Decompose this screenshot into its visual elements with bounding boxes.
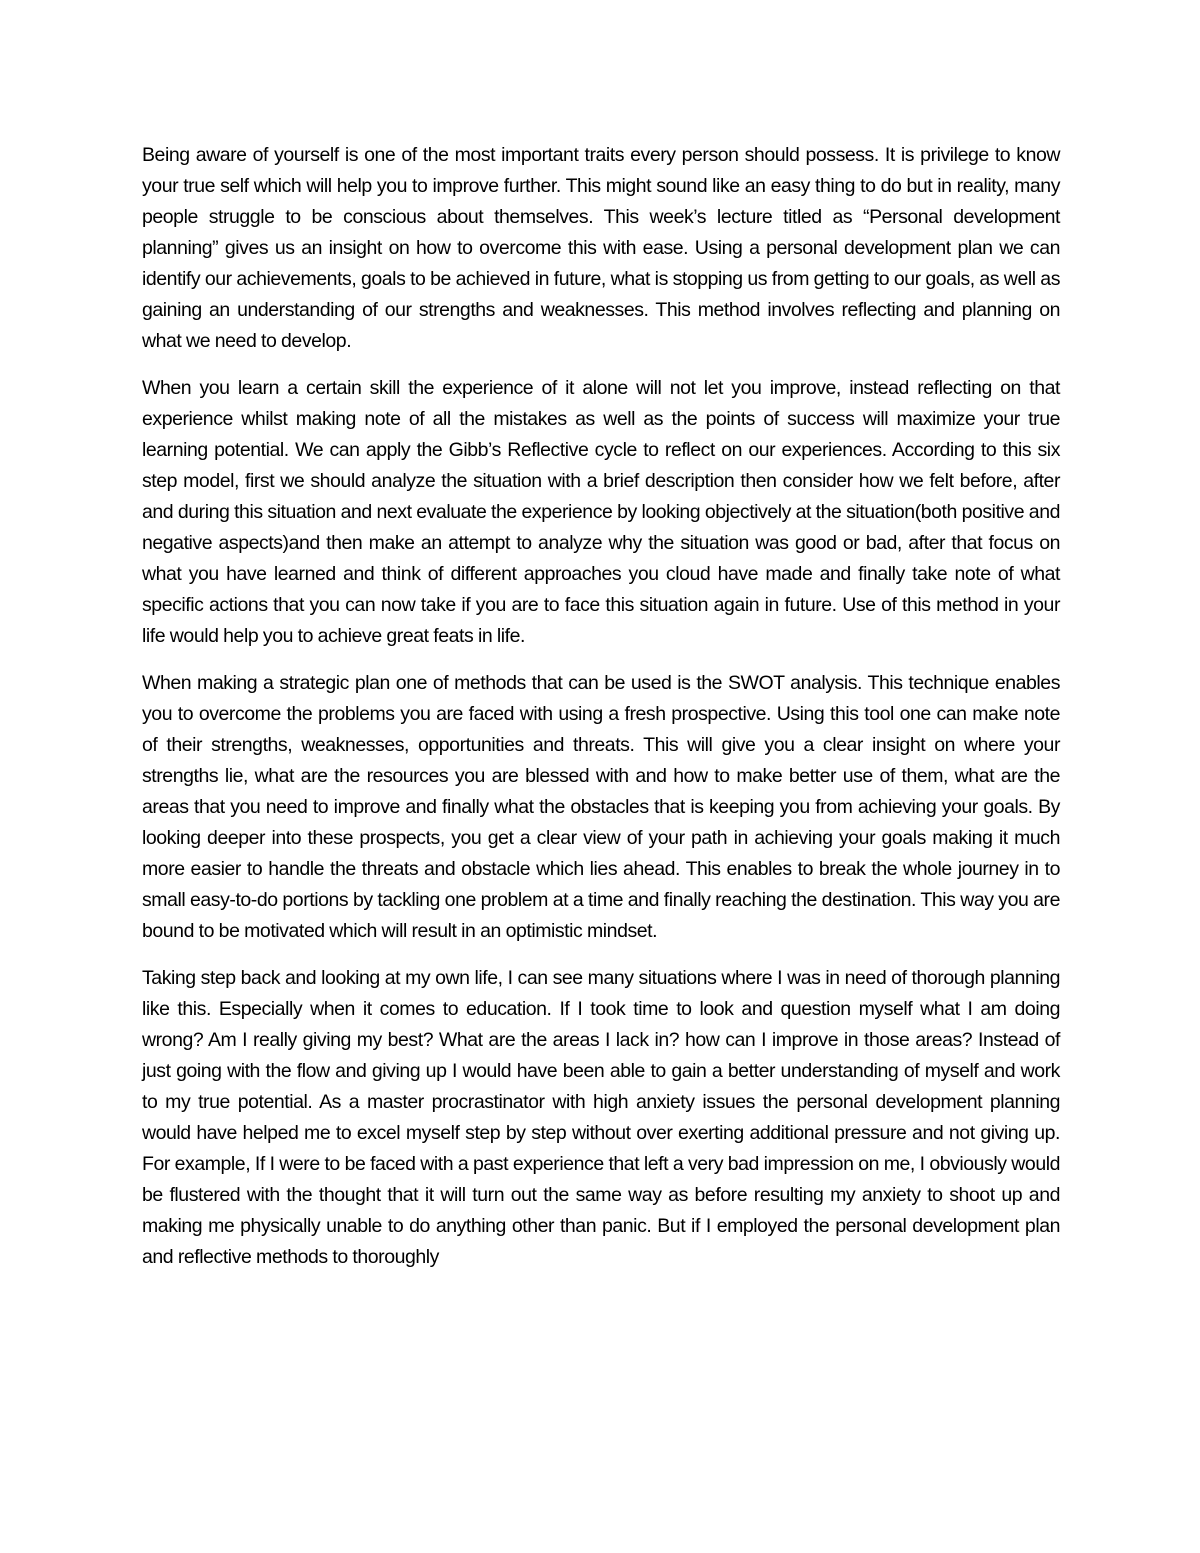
paragraph-self-awareness: Being aware of yourself is one of the most important traits every person should possess. It is privilege to know your true self which will help you to improve further. This might sound like an easy thing to do but in reality, many people struggle to be conscious about themselves. This week’s lecture titled as “Personal development planning” gives us an insight on how to overcome this with ease. Using a personal development plan we can identify our achievements, goals to be achieved in future, what is stopping us from getting to our goals, as well as gaining an understanding of our strengths and weaknesses. This method involves reflecting and planning on what we need to develop. — [142, 144, 1060, 352]
paragraph-personal-reflection: Taking step back and looking at my own life, I can see many situations where I was in need of thorough planning like this. Especially when it comes to education. If I took time to look and question myself what I am doing wrong? Am I really giving my best? What are the areas I lack in? how can I improve in those areas? Instead of just going with the flow and giving up I would have been able to gain a better understanding of myself and work to my true potential. As a master procrastinator with high anxiety issues the personal development planning would have helped me to excel myself step by step without over exerting additional pressure and not giving up. For example, If I were to be faced with a past experience that left a very bad impression on me, I obviously would be flustered with the thought that it will turn out the same way as before resulting my anxiety to shoot up and making me physically unable to do anything other than panic. But if I employed the personal development plan and reflective methods to thoroughly — [142, 967, 1060, 1268]
paragraph-gibbs-reflective-cycle: When you learn a certain skill the experience of it alone will not let you improve, instead reflecting on that experience whilst making note of all the mistakes as well as the points of success will maximize your true learning potential. We can apply the Gibb’s Reflective cycle to reflect on our experiences. According to this six step model, first we should analyze the situation with a brief description then consider how we felt before, after and during this situation and next evaluate the experience by looking objectively at the situation(both positive and negative aspects)and then make an attempt to analyze why the situation was good or bad, after that focus on what you have learned and think of different approaches you cloud have made and finally take note of what specific actions that you can now take if you are to face this situation again in future. Use of this method in your life would help you to achieve great feats in life. — [142, 377, 1060, 647]
paragraph-swot-analysis: When making a strategic plan one of methods that can be used is the SWOT analysis. This technique enables you to overcome the problems you are faced with using a fresh prospective. Using this tool one can make note of their strengths, weaknesses, opportunities and threats. This will give you a clear insight on where your strengths lie, what are the resources you are blessed with and how to make better use of them, what are the areas that you need to improve and finally what the obstacles that is keeping you from achieving your goals. By looking deeper into these prospects, you get a clear view of your path in achieving your goals making it much more easier to handle the threats and obstacle which lies ahead. This enables to break the whole journey in to small easy-to-do portions by tackling one problem at a time and finally reaching the destination. This way you are bound to be motivated which will result in an optimistic mindset. — [142, 672, 1060, 942]
document-body — [142, 140, 1060, 1289]
